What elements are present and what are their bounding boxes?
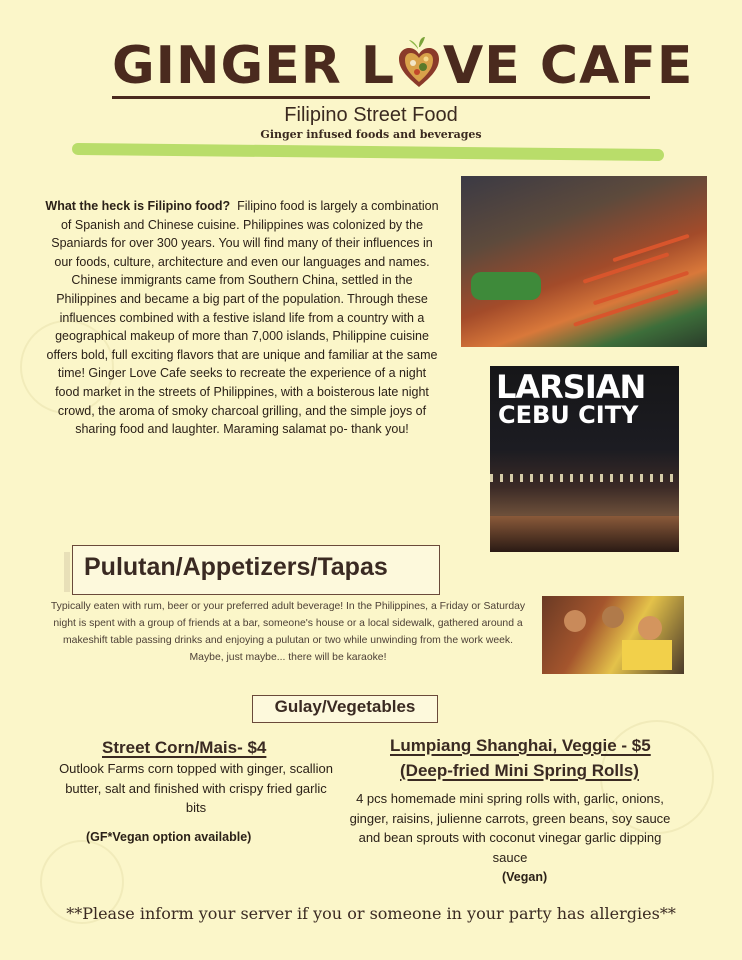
photo-detail [638, 616, 662, 640]
tagline: Ginger infused foods and beverages [260, 128, 482, 141]
category-title: Gulay/Vegetables [274, 697, 416, 716]
larsian-cebu-photo [490, 366, 679, 552]
brand-logo [112, 36, 694, 100]
section-box-shadow [64, 552, 70, 592]
green-brush-divider [72, 143, 664, 161]
photo-detail [622, 640, 672, 670]
section-description: Typically eaten with rum, beer or your preferred adult beverage! In the Philippines, a Friday or Saturday night is spent with a group of friends at a bar, someone's house or a local sidewalk, gathered around a makeshift table passing drinks and enjoying a pulutan or two while unwinding from the work week. Maybe, just maybe... there will be karaoke! [50, 601, 526, 663]
photo-caption-subtitle: CEBU CITY [498, 401, 639, 429]
menu-item-title: Street Corn/Mais- $4 [102, 738, 267, 757]
photo-detail [490, 474, 679, 482]
menu-header [0, 0, 742, 150]
brand-name-part2: VE CAFE [443, 36, 694, 96]
photo-detail [471, 272, 541, 300]
menu-item-note: (Vegan) [502, 870, 548, 884]
menu-item-description: 4 pcs homemade mini spring rolls with, garlic, onions, ginger, raisins, julienne carrots, green beans, soy sauce and bean sprouts with coconut vinegar garlic dipping sauce [349, 791, 671, 865]
menu-item-title: Lumpiang Shanghai, Veggie - $5 [390, 736, 651, 755]
photo-caption-title: LARSIAN [496, 368, 646, 406]
photo-detail [490, 516, 679, 552]
allergy-notice: **Please inform your server if you or someone in your party has allergies** [66, 904, 676, 923]
intro-paragraph [44, 197, 440, 439]
subtitle: Filipino Street Food [284, 104, 458, 126]
section-title: Pulutan/Appetizers/Tapas [84, 553, 388, 581]
intro-lead: What the heck is Filipino food? [45, 199, 231, 213]
night-market-photo [461, 176, 707, 347]
friends-eating-photo [542, 596, 684, 674]
ginger-heart-icon [397, 37, 441, 89]
brand-underline [112, 96, 650, 99]
menu-item-note: (GF*Vegan option available) [86, 830, 252, 844]
brand-name-part1: GINGER L [112, 36, 396, 96]
photo-detail [564, 610, 586, 632]
photo-detail [602, 606, 624, 628]
menu-item-subtitle: (Deep-fried Mini Spring Rolls) [400, 761, 639, 780]
intro-body: Filipino food is largely a combination of Spanish and Chinese cuisine. Philippines was colonized by the Spaniards for over 300 years. You will find many of their influences in our foods, culture, architecture and even our languages and names. Chinese immigrants came from Southern China, settled in the Philippines and became a big part of the population. Through these influences combined with a festive island life from a country with a geographical makeup of more than 7,000 islands, Philippine cuisine offers bold, full exciting flavors that are unique and familiar at the same time! Ginger Love Cafe seeks to recreate the experience of a night food market in the streets of Philippines, with a boisterous late night crowd, the aroma of smoky charcoal grilling, and the simple joys of sharing food and laughter. Maraming salamat po- thank you! [46, 199, 439, 437]
menu-item-description: Outlook Farms corn topped with ginger, scallion butter, salt and finished with crispy fried garlic bits [59, 761, 333, 815]
